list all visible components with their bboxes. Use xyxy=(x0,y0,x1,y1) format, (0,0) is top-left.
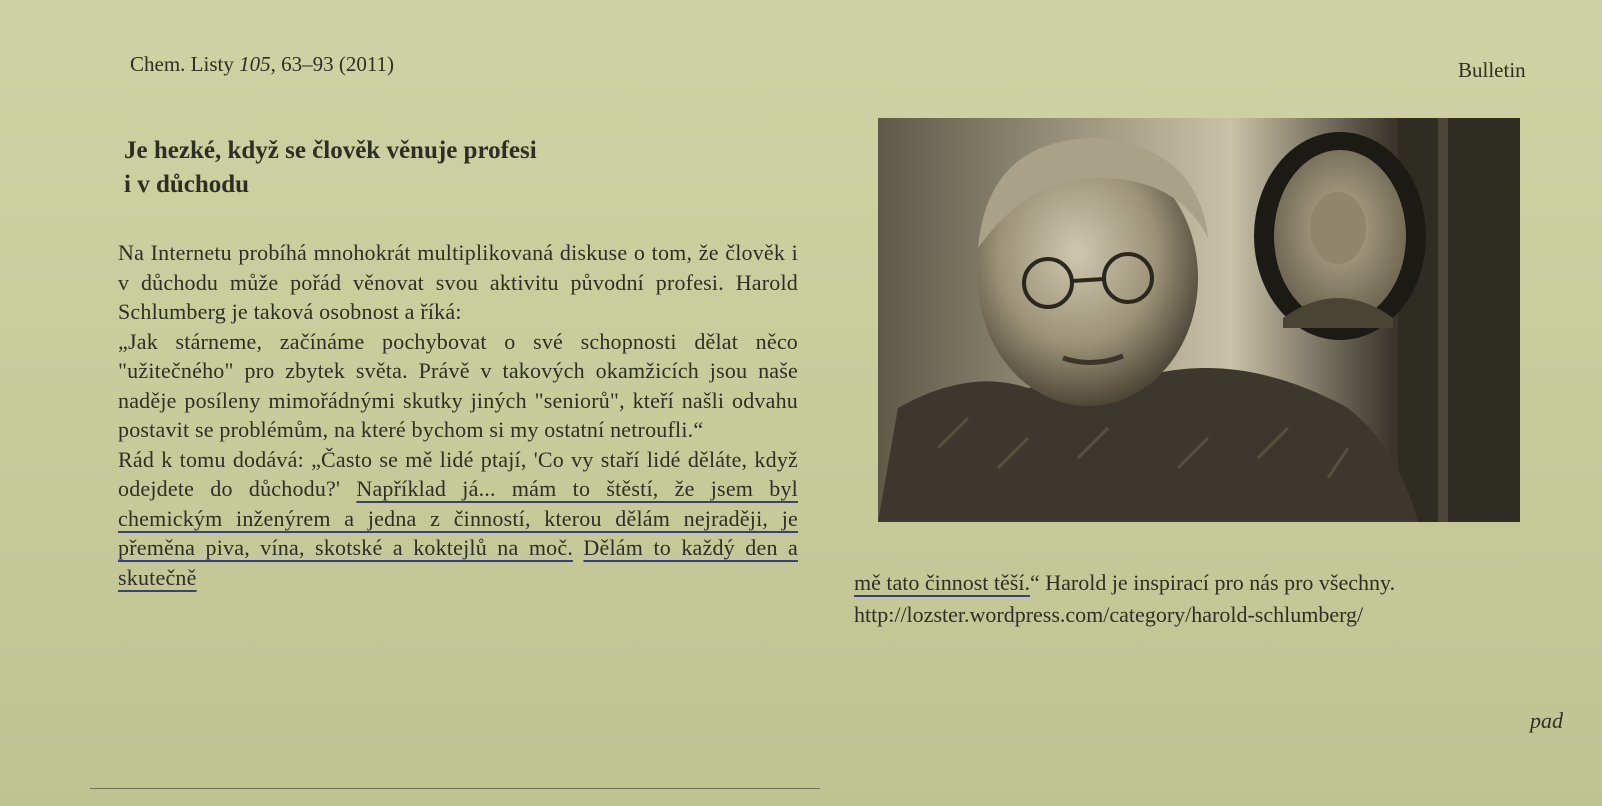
paragraph-intro: Na Internetu probíhá mnohokrát multiplikovaná diskuse o tom, že člověk i v důchodu může pořád věnovat svou aktivitu původní profesi. Harold Schlumberg je taková osobnost a říká: xyxy=(118,240,798,324)
paragraph-addition xyxy=(118,445,798,593)
author-signature: pad xyxy=(1530,708,1563,733)
journal-pages-year: , 63–93 (2011) xyxy=(270,52,395,76)
addition-end: Dělám to každý den a skutečně xyxy=(118,535,798,590)
portrait-image xyxy=(878,118,1520,522)
journal-name: Chem. Listy xyxy=(130,52,240,76)
paragraph-quote: „Jak stárneme, začínáme pochybovat o své schopnosti dělat něco "užitečného" pro zbytek světa. Právě v takových okamžicích jsou naše naděje posíleny mimořádnými skutky jiných "seniorů", kteří našli odvahu postavit se problémům, na které bychom si my ostatní netroufli.“ xyxy=(118,328,798,442)
journal-volume: 105 xyxy=(239,52,271,76)
article-title xyxy=(124,134,744,202)
section-label: Bulletin xyxy=(1458,58,1526,82)
article-body xyxy=(118,238,798,592)
portrait-photo xyxy=(878,118,1520,522)
addition-start: Rád k tomu dodává: „Často se mě lidé ptají, 'Co vy staří lidé děláte, když odejdete do důchodu?' xyxy=(118,446,798,501)
bottom-divider xyxy=(90,788,820,789)
title-line-1: Je hezké, když se člověk věnuje profesi xyxy=(124,137,537,164)
source-url: http://lozster.wordpress.com/category/harold-schlumberg/ xyxy=(854,602,1364,627)
article-continuation xyxy=(854,567,1564,631)
underlined-passage: Například já... mám to štěstí, že jsem byl chemickým inženýrem a jedna z činností, kterou dělám nejraději, je přeměna piva, vína, skotské a koktejlů na moč. xyxy=(118,476,798,560)
title-line-2: i v důchodu xyxy=(124,171,250,198)
journal-citation xyxy=(130,52,394,77)
gap xyxy=(573,535,583,560)
continued-rest: “ Harold je inspirací pro nás pro všechny. xyxy=(1029,570,1396,595)
continuation-paragraph xyxy=(854,567,1564,599)
continued-underlined: mě tato činnost těší. xyxy=(854,570,1030,595)
